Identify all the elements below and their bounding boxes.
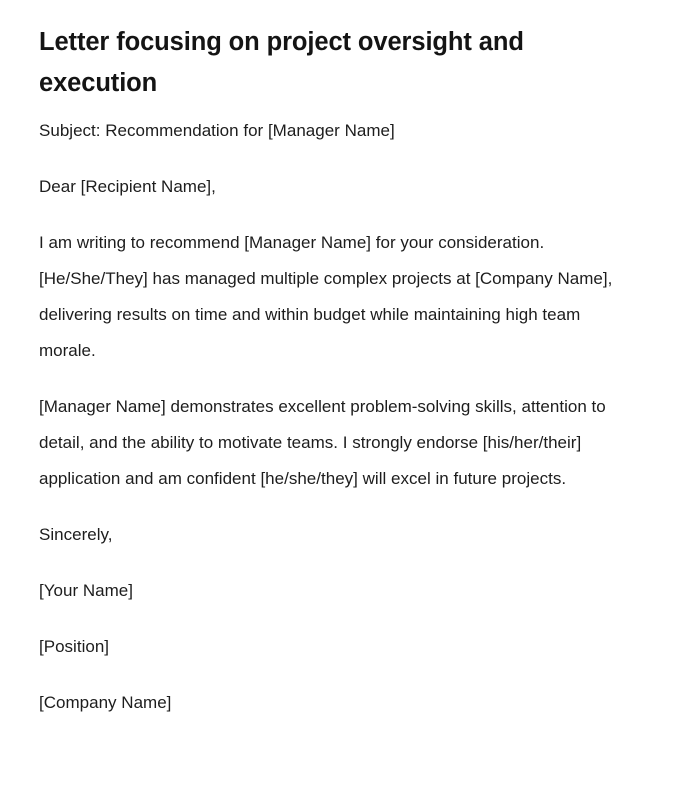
letter-paragraph-intro: I am writing to recommend [Manager Name] for your consideration. [He/She/They] has managed multiple complex projects at [Company Name], delivering results on time and within budget while maintaining high team morale.: [39, 233, 613, 360]
page-title: Letter focusing on project oversight and execution: [39, 28, 524, 97]
letter-paragraph-subject: Subject: Recommendation for [Manager Name]: [39, 121, 395, 140]
letter-signature-company: [Company Name]: [39, 693, 172, 712]
letter-signature-position: [Position]: [39, 637, 110, 656]
letter-signature-name: [Your Name]: [39, 581, 133, 600]
letter-paragraph-closing: Sincerely,: [39, 525, 113, 544]
letter-body: [39, 113, 631, 721]
letter-paragraph-salutation: Dear [Recipient Name],: [39, 177, 216, 196]
letter-paragraph-endorsement: [Manager Name] demonstrates excellent problem-solving skills, attention to detail, and the ability to motivate teams. I strongly endorse [his/her/their] application and am confident [he/she/they] will excel in future projects.: [39, 397, 606, 488]
